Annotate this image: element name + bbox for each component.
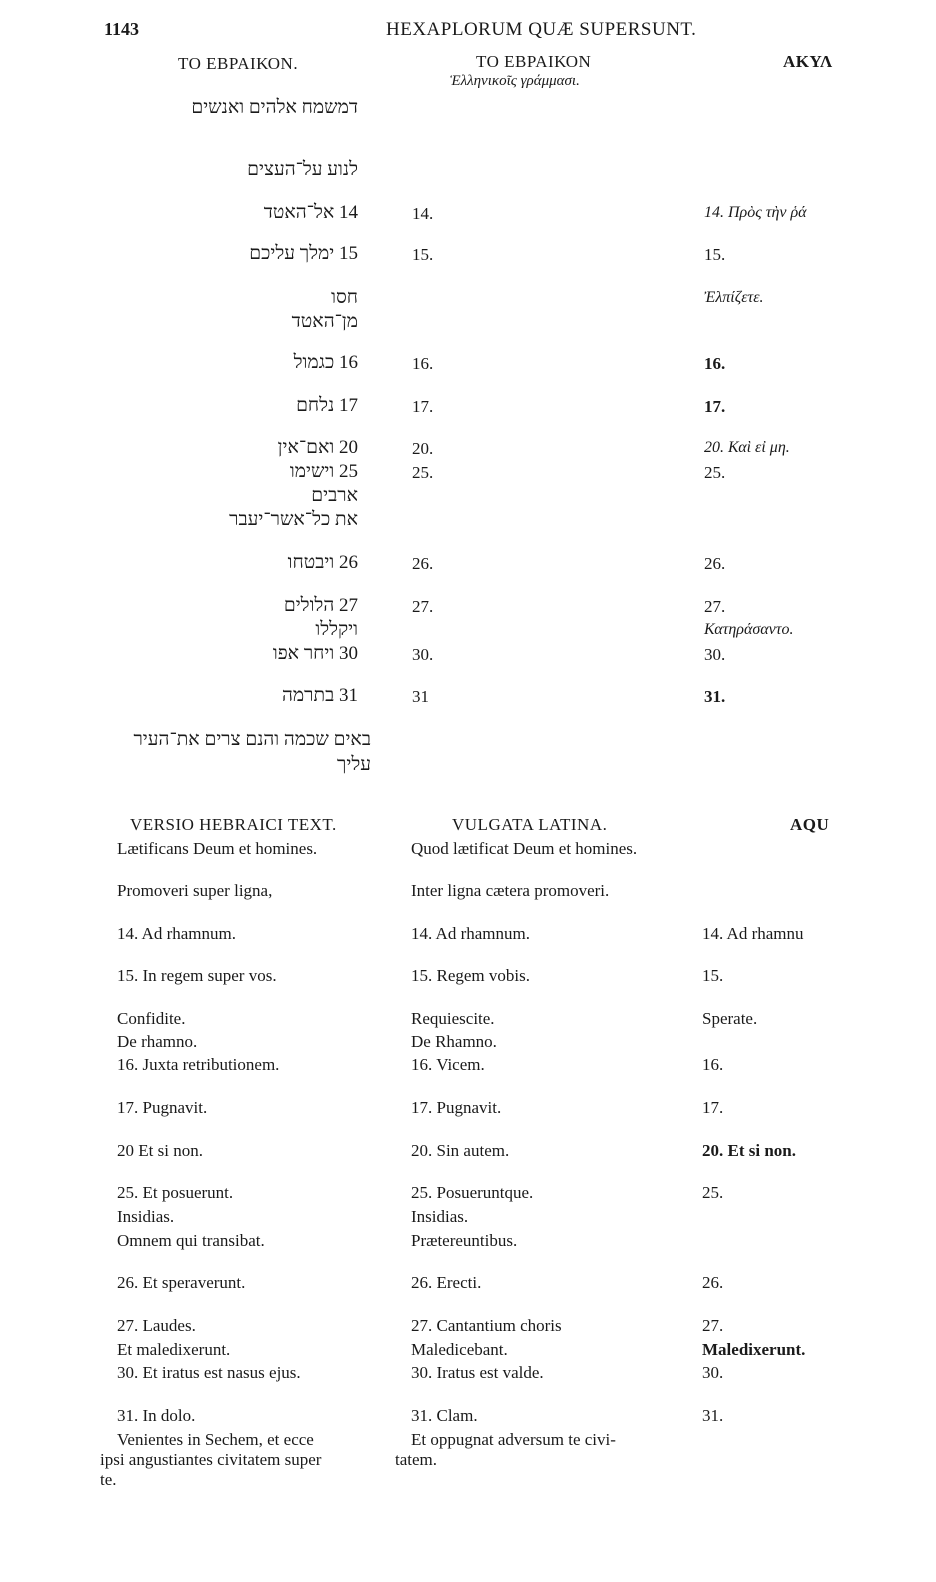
aquila-line: 25. [704, 463, 726, 482]
vulgata-line: 20. Sin autem. [411, 1141, 510, 1160]
hebrew-line: 30 ויחר אפו [272, 643, 358, 664]
aquila-line: Κατηράσαντο. [704, 621, 794, 638]
vulgata-line: 27. Cantantium choris [411, 1316, 562, 1335]
verse-number: 31 [412, 687, 429, 706]
aquila-latin-column-header: AQU [790, 815, 830, 834]
greek-letters-column-header: ΤΟ ΕΒΡΑΙΚΟΝ [476, 52, 592, 71]
hebrew-line: 14 אל־האטד [263, 202, 358, 223]
vulgata-line: tatem. [395, 1450, 438, 1469]
versio-line: Omnem qui transibat. [117, 1231, 265, 1250]
vulgata-line: Maledicebant. [411, 1340, 508, 1359]
hebrew-line: 25 וישימו [289, 461, 358, 482]
verse-number: 30. [412, 645, 434, 664]
versio-line: 26. Et speraverunt. [117, 1273, 246, 1292]
vulgata-latina-column-header: VULGATA LATINA. [452, 815, 608, 834]
aquila-latin-line: 17. [702, 1098, 724, 1117]
aquila-latin-line: 30. [702, 1363, 724, 1382]
versio-line: 25. Et posuerunt. [117, 1183, 234, 1202]
hebrew-line: 17 נלחם [296, 395, 358, 416]
aquila-latin-line: Sperate. [702, 1009, 758, 1028]
hebrew-line: את כל־אשר־יעבר [229, 509, 358, 530]
aquila-latin-line: 26. [702, 1273, 724, 1292]
hebrew-line: 26 ויבטחו [287, 552, 358, 573]
vulgata-line: Quod lætificat Deum et homines. [411, 839, 638, 858]
hebrew-line: מן־האטד [291, 311, 358, 332]
aquila-line: 26. [704, 554, 726, 573]
versio-line: Venientes in Sechem, et ecce [117, 1430, 314, 1449]
aquila-line: 31. [704, 687, 726, 706]
versio-line: 15. In regem super vos. [117, 966, 277, 985]
hebrew-line: לנוע על־העצים [247, 159, 358, 180]
vulgata-line: Et oppugnat adversum te civi- [411, 1430, 616, 1449]
aquila-line: 16. [704, 354, 726, 373]
versio-line: Et maledixerunt. [117, 1340, 231, 1359]
vulgata-line: 26. Erecti. [411, 1273, 482, 1292]
vulgata-line: 31. Clam. [411, 1406, 478, 1425]
verse-number: 26. [412, 554, 434, 573]
aquila-line: Ἐλπίζετε. [704, 289, 764, 306]
aquila-line: 20. Καὶ εἰ μη. [704, 439, 790, 456]
versio-line: 14. Ad rhamnum. [117, 924, 236, 943]
vulgata-line: De Rhamno. [411, 1032, 497, 1051]
verse-number: 20. [412, 439, 434, 458]
hebrew-line: דמשמח אלהים ואנשים [191, 97, 358, 118]
verse-number: 16. [412, 354, 434, 373]
versio-line: te. [100, 1470, 117, 1489]
hebrew-column-header: ΤΟ ΕΒΡΑΙΚΟΝ. [178, 54, 299, 73]
vulgata-line: 14. Ad rhamnum. [411, 924, 530, 943]
versio-line: 17. Pugnavit. [117, 1098, 208, 1117]
vulgata-line: 25. Posueruntque. [411, 1183, 534, 1202]
versio-line: ipsi angustiantes civitatem super [100, 1450, 322, 1469]
aquila-line: 15. [704, 245, 726, 264]
vulgata-line: 17. Pugnavit. [411, 1098, 502, 1117]
aquila-latin-line: 25. [702, 1183, 724, 1202]
aquila-line: 27. [704, 597, 726, 616]
versio-line: 27. Laudes. [117, 1316, 196, 1335]
versio-line: Promoveri super ligna, [117, 881, 273, 900]
hebrew-line: חסו [331, 287, 358, 308]
running-title: HEXAPLORUM QUÆ SUPERSUNT. [386, 19, 697, 40]
versio-line: 20 Et si non. [117, 1141, 203, 1160]
hebrew-line: באים שכמה והנם צרים את־העיר [133, 729, 371, 750]
versio-line: Insidias. [117, 1207, 175, 1226]
versio-line: 30. Et iratus est nasus ejus. [117, 1363, 301, 1382]
verse-number: 14. [412, 204, 434, 223]
vulgata-line: 15. Regem vobis. [411, 966, 530, 985]
aquila-line: 14. Πρὸς τὴν ῥά [704, 204, 807, 221]
hebrew-line: 16 כגמול [293, 352, 358, 373]
hebrew-line: ארבים [311, 485, 358, 506]
versio-line: Confidite. [117, 1009, 186, 1028]
versio-line: Lætificans Deum et homines. [117, 839, 318, 858]
page-number: 1143 [104, 19, 140, 39]
aquila-latin-line: Maledixerunt. [702, 1340, 806, 1359]
hebrew-line: 27 הלולים [283, 595, 358, 616]
versio-line: 31. In dolo. [117, 1406, 196, 1425]
vulgata-line: Inter ligna cætera promoveri. [411, 881, 610, 900]
aquila-line: 17. [704, 397, 726, 416]
versio-line: 16. Juxta retributionem. [117, 1055, 280, 1074]
aquila-latin-line: 27. [702, 1316, 724, 1335]
verse-number: 15. [412, 245, 434, 264]
aquila-latin-line: 20. Et si non. [702, 1141, 796, 1160]
hebrew-line: 15 ימלך עליכם [249, 243, 358, 264]
verse-number: 27. [412, 597, 434, 616]
vulgata-line: Prætereuntibus. [411, 1231, 518, 1250]
aquila-line: 30. [704, 645, 726, 664]
aquila-latin-line: 15. [702, 966, 724, 985]
aquila-latin-line: 14. Ad rhamnu [702, 924, 804, 943]
hebrew-line: 20 ואם־אין [277, 437, 358, 458]
greek-letters-column-subheader: Ἑλληνικοῖς γράμμασι. [450, 73, 580, 89]
verse-number: 25. [412, 463, 434, 482]
vulgata-line: Requiescite. [411, 1009, 495, 1028]
vulgata-line: 30. Iratus est valde. [411, 1363, 544, 1382]
versio-hebraici-column-header: VERSIO HEBRAICI TEXT. [130, 815, 337, 834]
hebrew-line: עליך [337, 754, 371, 775]
versio-line: De rhamno. [117, 1032, 198, 1051]
hebrew-line: 31 בתרמה [281, 685, 358, 706]
hebrew-line: ויקללו [315, 619, 358, 640]
aquila-latin-line: 31. [702, 1406, 724, 1425]
verse-number: 17. [412, 397, 434, 416]
vulgata-line: Insidias. [411, 1207, 469, 1226]
aquila-column-header: ΑΚΥΛ [783, 52, 833, 71]
vulgata-line: 16. Vicem. [411, 1055, 485, 1074]
aquila-latin-line: 16. [702, 1055, 724, 1074]
